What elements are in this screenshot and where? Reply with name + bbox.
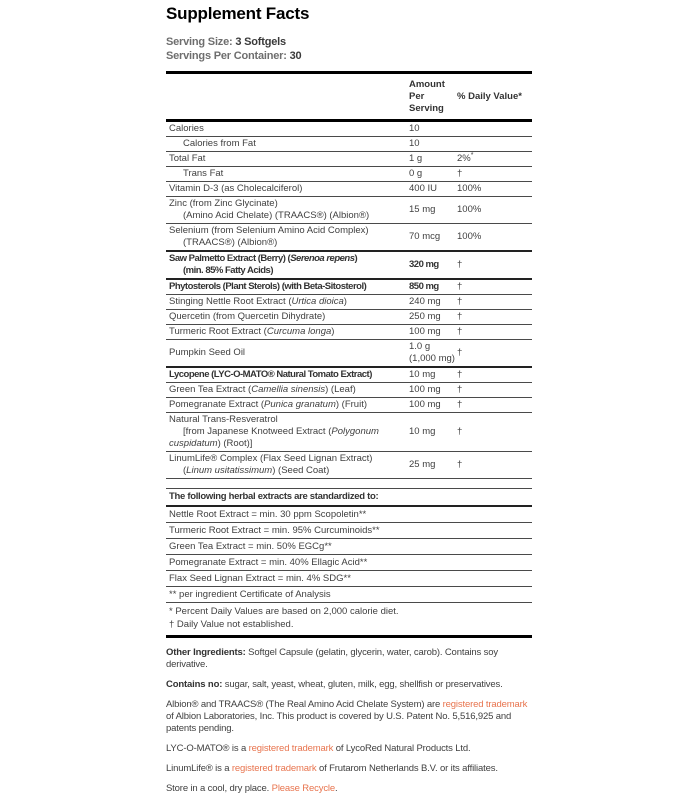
page-title: Supplement Facts [166,4,310,23]
footer-paragraph: Store in a cool, dry place. Please Recycle. [166,783,338,794]
table-row [166,181,532,196]
ingredient-name: Saw Palmetto Extract (Berry) (Serenoa repens) (min. 85% Fatty Acids) [169,253,358,276]
standardized-rows [166,507,532,603]
ingredient-name: Trans Fat [183,168,224,179]
amount-per-serving-value: 10 mg [409,426,436,437]
amount-column-header: Amount Per Serving [409,79,445,114]
servings-per-container-value: 30 [289,50,302,62]
table-row [166,309,532,324]
standardized-row: Nettle Root Extract = min. 30 ppm Scopoletin** [166,507,532,523]
amount-per-serving-value: 0 g [409,168,423,179]
table-row [166,451,532,478]
table-row [166,196,532,223]
ingredient-name: Zinc (from Zinc Glycinate) (Amino Acid Chelate) (TRAACS®) (Albion®) [169,198,370,221]
daily-value: † [457,311,463,322]
ingredient-name: Quercetin (from Quercetin Dihydrate) [169,311,326,322]
ingredient-name: Stinging Nettle Root Extract (Urtica dioica) [169,296,347,307]
amount-per-serving-value: 240 mg [409,296,441,307]
serving-size-value: 3 Softgels [235,36,286,48]
daily-value: 2%* [457,151,474,164]
registered-trademark-link[interactable]: registered trademark [248,743,334,754]
footer-paragraph: Other Ingredients: Softgel Capsule (gelatin, glycerin, water, carob). Contains soy derivative. [166,647,498,670]
amount-per-serving-value: 400 IU [409,183,437,194]
facts-table [166,71,532,638]
standardized-section [166,488,532,638]
serving-info [166,35,532,63]
daily-value: 100% [457,204,482,215]
ingredient-name: Selenium (from Selenium Amino Acid Complex) (TRAACS®) (Albion®) [169,225,369,248]
ingredient-name: Total Fat [169,153,206,164]
amount-per-serving-value: 250 mg [409,311,441,322]
ingredient-name: Calories [169,123,204,134]
standardized-row: Flax Seed Lignan Extract = min. 4% SDG** [166,571,532,587]
amount-per-serving-value: 100 mg [409,384,441,395]
table-row [166,294,532,309]
table-row [166,324,532,339]
ingredient-name: Pumpkin Seed Oil [169,347,246,358]
table-row [166,151,532,166]
footer-paragraph: LYC-O-MATO® is a registered trademark of LycoRed Natural Products Ltd. [166,743,471,754]
amount-per-serving-value: 320 mg [409,259,439,270]
supplement-facts-label [166,4,532,803]
registered-trademark-link[interactable]: registered trademark [231,763,317,774]
daily-value: † [457,281,463,292]
standardized-row: Turmeric Root Extract = min. 95% Curcuminoids** [166,523,532,539]
daily-value: † [457,259,463,270]
daily-value: † [457,326,463,337]
amount-per-serving-value: 1 g [409,153,423,164]
daily-value: † [457,399,463,410]
ingredient-name: Phytosterols (Plant Sterols) (with Beta-Sitosterol) [169,281,367,292]
table-header-row [166,74,532,122]
table-row [166,397,532,412]
footer-notes [166,647,532,795]
amount-per-serving-value: 15 mg [409,204,436,215]
daily-value: † [457,347,463,358]
footer-paragraph: LinumLife® is a registered trademark of Frutarom Netherlands B.V. or its affiliates. [166,763,498,774]
daily-value: † [457,459,463,470]
table-row [166,339,532,366]
footnote: † Daily Value not established. [169,619,294,630]
daily-value: † [457,426,463,437]
ingredient-name: Calories from Fat [183,138,256,149]
daily-value-column-header: % Daily Value* [457,91,522,102]
servings-per-container-label: Servings Per Container: [166,50,287,62]
ingredient-rows [166,122,532,479]
amount-per-serving-value: 1.0 g (1,000 mg) [409,341,455,364]
registered-trademark-link[interactable]: Please Recycle [271,783,336,794]
ingredient-name: LinumLife® Complex (Flax Seed Lignan Extract) (Linum usitatissimum) (Seed Coat) [169,453,373,476]
daily-value: † [457,369,463,380]
footnote: * Percent Daily Values are based on 2,000 calorie diet. [169,606,399,617]
table-row [166,412,532,451]
table-row [166,366,532,382]
daily-value: † [457,168,463,179]
amount-per-serving-value: 100 mg [409,326,441,337]
ingredient-name: Green Tea Extract (Camellia sinensis) (Leaf) [169,384,356,395]
serving-size-label: Serving Size: [166,36,233,48]
ingredient-name: Pomegranate Extract (Punica granatum) (Fruit) [169,399,368,410]
amount-per-serving-value: 70 mcg [409,231,441,242]
table-row [166,166,532,181]
ingredient-name: Vitamin D-3 (as Cholecalciferol) [169,183,303,194]
table-row [166,136,532,151]
servings-per-container-line [166,49,532,63]
amount-per-serving-value: 10 mg [409,369,436,380]
standardized-header: The following herbal extracts are standardized to: [166,489,532,507]
footer-paragraph: Contains no: sugar, salt, yeast, wheat, gluten, milk, egg, shellfish or preservatives. [166,679,503,690]
amount-per-serving-value: 10 [409,123,420,134]
standardized-row: Pomegranate Extract = min. 40% Ellagic Acid** [166,555,532,571]
ingredient-name: Natural Trans-Resveratrol [from Japanese Knotweed Extract (Polygonum cuspidatum) (Root)] [169,414,379,449]
daily-value: 100% [457,231,482,242]
footer-paragraph: Albion® and TRAACS® (The Real Amino Acid Chelate System) are registered trademark of Albion Laboratories, Inc. This product is covered by U.S. Patent No. 5,516,925 and patents pending. [166,699,528,734]
table-row [166,278,532,294]
registered-trademark-link[interactable]: registered trademark [442,699,528,710]
daily-value: † [457,384,463,395]
ingredient-name: Lycopene (LYC-O-MATO® Natural Tomato Extract) [169,369,372,380]
ingredient-name: Turmeric Root Extract (Curcuma longa) [169,326,335,337]
daily-value: 100% [457,183,482,194]
standardized-row: Green Tea Extract = min. 50% EGCg** [166,539,532,555]
daily-value: † [457,296,463,307]
amount-per-serving-value: 850 mg [409,281,439,292]
table-row [166,382,532,397]
amount-per-serving-value: 100 mg [409,399,441,410]
amount-per-serving-value: 25 mg [409,459,436,470]
table-row [166,223,532,250]
footnotes-block [166,603,532,635]
table-row [166,122,532,136]
amount-per-serving-value: 10 [409,138,420,149]
serving-size-line [166,35,532,49]
standardized-row: ** per ingredient Certificate of Analysis [166,587,532,603]
table-row [166,250,532,278]
